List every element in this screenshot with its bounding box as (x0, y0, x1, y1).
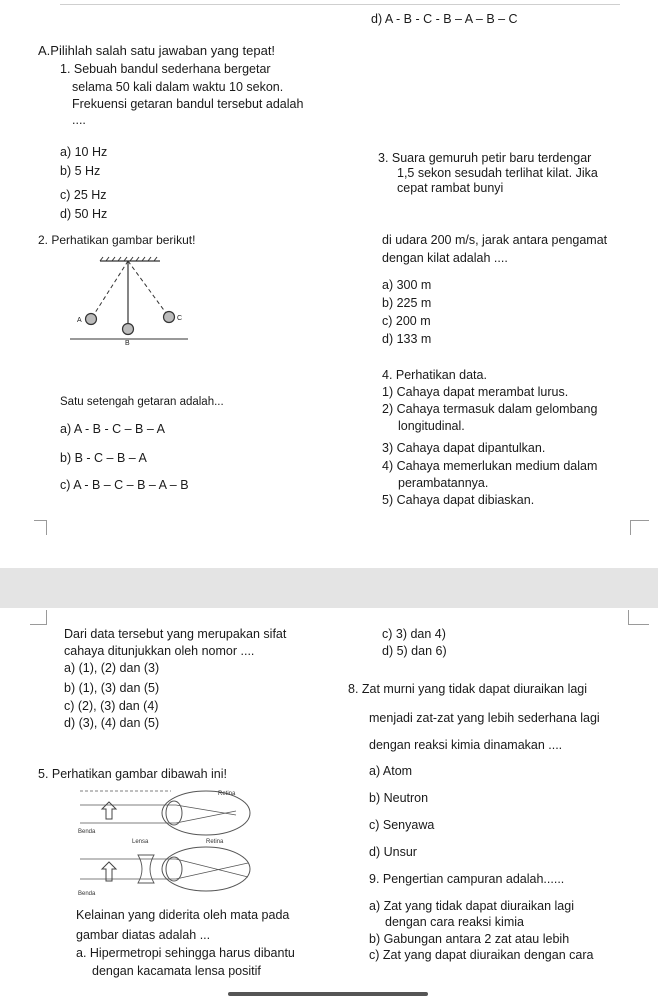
q5-option-a-line-1: a. Hipermetropi sehingga harus dibantu (76, 946, 295, 960)
q1-line-3: Frekuensi getaran bandul tersebut adalah (72, 97, 304, 111)
pendulum-bob-b (123, 324, 134, 335)
q1-option-a: a) 10 Hz (60, 145, 108, 159)
label-benda-bottom: Benda (78, 891, 96, 897)
corner-top-right (628, 610, 649, 625)
corner-top-left (30, 610, 47, 625)
label-c: C (177, 315, 183, 322)
q2-option-a: a) A - B - C – B – A (60, 422, 165, 436)
q8-line-1: 8. Zat murni yang tidak dapat diuraikan lagi (348, 682, 588, 696)
q-prev-option-d: d) A - B - C - B – A – B – C (371, 12, 518, 26)
q9-option-a: a) Zat yang tidak dapat diuraikan lagi (369, 899, 574, 913)
q2-option-c: c) A - B – C – B – A – B (60, 478, 189, 492)
eye-diagram (76, 783, 256, 901)
page-two (0, 608, 658, 1002)
q8-option-a: a) Atom (369, 764, 413, 778)
q9-option-c: c) Zat yang dapat diuraikan dengan cara (369, 948, 594, 962)
label-a: A (77, 317, 82, 324)
q5-question-line-2: gambar diatas adalah ... (76, 928, 211, 942)
label-b: B (125, 340, 130, 347)
q4-option-a: a) (1), (2) dan (3) (64, 661, 160, 675)
q-prev-option-c: c) 3) dan 4) (382, 627, 446, 641)
pendulum-diagram (70, 255, 195, 347)
pendulum-bob-a (86, 314, 97, 325)
q2-prompt: 2. Perhatikan gambar berikut! (38, 233, 196, 247)
q4-item-1: 1) Cahaya dapat merambat lurus. (382, 385, 569, 399)
q2-option-b: b) B - C – B – A (60, 451, 147, 465)
q3-option-a: a) 300 m (382, 278, 432, 292)
q4-title: 4. Perhatikan data. (382, 368, 487, 382)
q1-option-d: d) 50 Hz (60, 207, 108, 221)
pendulum-string-c (128, 261, 166, 313)
corner-bottom-left (34, 520, 47, 535)
q4-question-line-1: Dari data tersebut yang merupakan sifat (64, 627, 287, 641)
q3-line-4: di udara 200 m/s, jarak antara pengamat (382, 233, 608, 247)
label-benda-top: Benda (78, 829, 96, 835)
pendulum-string-a (93, 261, 128, 316)
pendulum-bob-c (164, 312, 175, 323)
label-retina-bottom: Retina (206, 839, 224, 845)
q9-option-a-cont: dengan cara reaksi kimia (385, 915, 524, 929)
q8-line-2: menjadi zat-zat yang lebih sederhana lagi (369, 711, 600, 725)
q8-option-c: c) Senyawa (369, 818, 435, 832)
q3-line-1: 3. Suara gemuruh petir baru terdengar (378, 151, 592, 165)
q4-option-c: c) (2), (3) dan (4) (64, 699, 159, 713)
q5-question-line-1: Kelainan yang diderita oleh mata pada (76, 908, 290, 922)
label-retina-top: Retina (218, 791, 236, 797)
q-prev-option-d2: d) 5) dan 6) (382, 644, 447, 658)
q5-prompt: 5. Perhatikan gambar dibawah ini! (38, 767, 228, 781)
q9-title: 9. Pengertian campuran adalah...... (369, 872, 565, 886)
q2-question: Satu setengah getaran adalah... (60, 396, 224, 408)
section-title: A.Pilihlah salah satu jawaban yang tepat! (38, 43, 276, 58)
q3-line-2: 1,5 sekon sesudah terlihat kilat. Jika (397, 166, 598, 180)
q4-item-3: 3) Cahaya dapat dipantulkan. (382, 441, 546, 455)
q3-option-c: c) 200 m (382, 314, 431, 328)
q3-line-3: cepat rambat bunyi (397, 181, 504, 195)
q4-item-2: 2) Cahaya termasuk dalam gelombang (382, 402, 598, 416)
page-separator (0, 568, 658, 608)
home-indicator[interactable] (228, 992, 428, 996)
q4-option-d: d) (3), (4) dan (5) (64, 716, 160, 730)
q1-line-1: 1. Sebuah bandul sederhana bergetar (60, 62, 271, 76)
q4-item-5: 5) Cahaya dapat dibiaskan. (382, 493, 535, 507)
eye-top (80, 791, 250, 835)
q1-option-b: b) 5 Hz (60, 164, 101, 178)
q4-item-2-cont: longitudinal. (398, 419, 465, 433)
q4-question-line-2: cahaya ditunjukkan oleh nomor .... (64, 644, 255, 658)
pendulum-support (100, 257, 160, 261)
q4-item-4: 4) Cahaya memerlukan medium dalam (382, 459, 598, 473)
eye-bottom (80, 847, 250, 891)
q8-line-3: dengan reaksi kimia dinamakan .... (369, 738, 563, 752)
q1-line-2: selama 50 kali dalam waktu 10 sekon. (72, 80, 284, 94)
q3-line-5: dengan kilat adalah .... (382, 251, 508, 265)
q1-option-c: c) 25 Hz (60, 188, 107, 202)
q8-option-d: d) Unsur (369, 845, 417, 859)
q3-option-d: d) 133 m (382, 332, 432, 346)
q4-item-4-cont: perambatannya. (398, 476, 489, 490)
q1-line-4: .... (72, 113, 86, 127)
top-rule (60, 4, 620, 5)
q8-option-b: b) Neutron (369, 791, 429, 805)
q9-option-b: b) Gabungan antara 2 zat atau lebih (369, 932, 570, 946)
corner-bottom-right (630, 520, 649, 535)
label-lensa: Lensa (132, 839, 149, 845)
q3-option-b: b) 225 m (382, 296, 432, 310)
q4-option-b: b) (1), (3) dan (5) (64, 681, 160, 695)
q5-option-a-line-2: dengan kacamata lensa positif (92, 964, 261, 978)
